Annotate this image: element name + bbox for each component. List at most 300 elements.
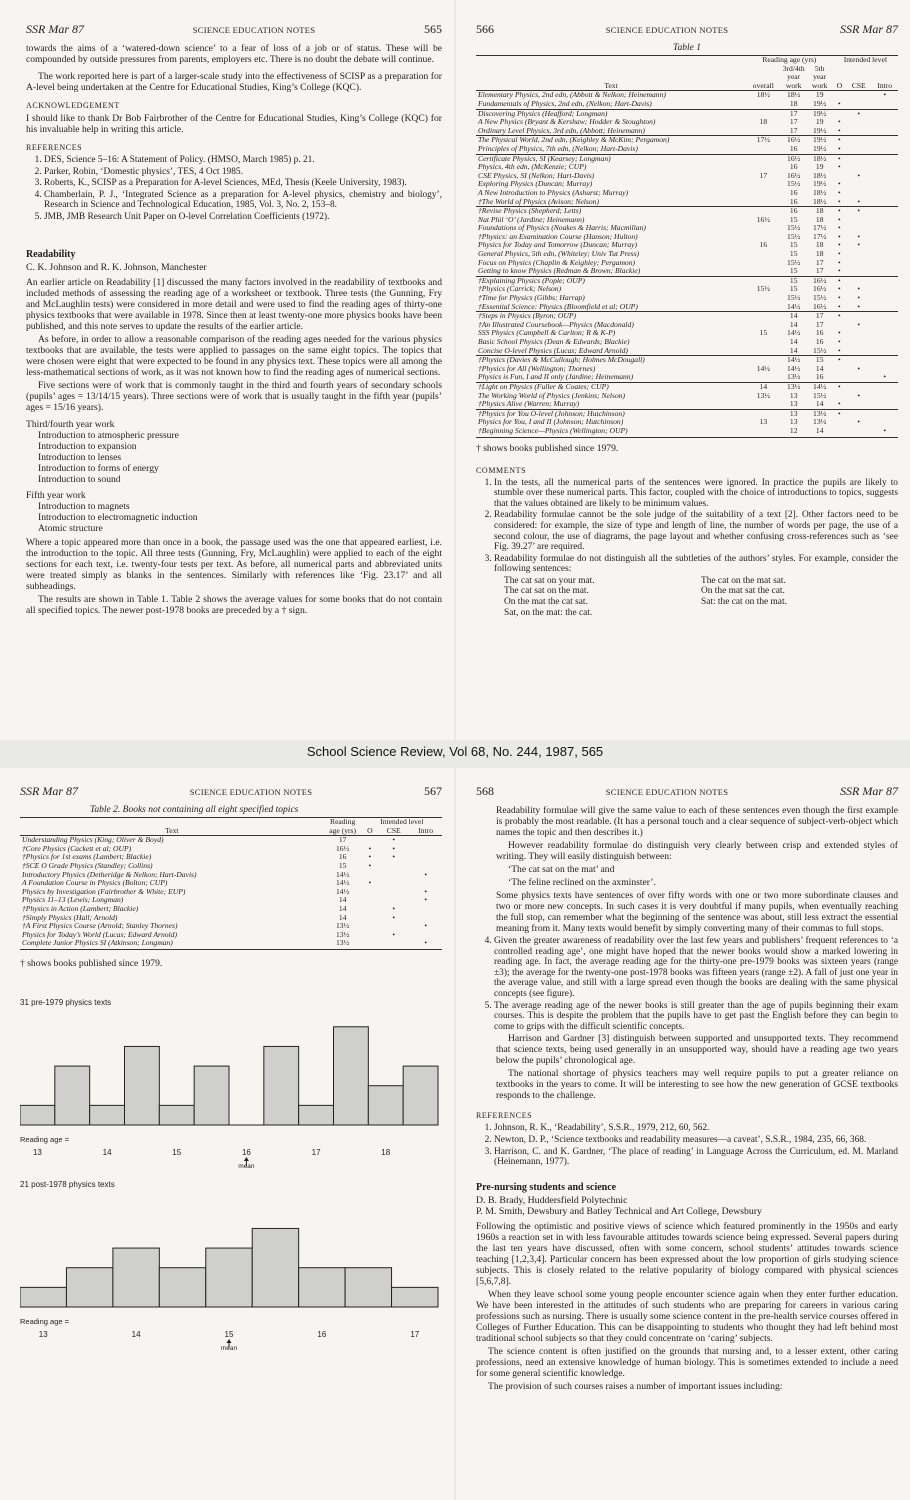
cell-i (871, 198, 898, 207)
cell-o: • (833, 136, 846, 145)
cell-b: 16 (815, 337, 824, 346)
x-tick-label: 15 (172, 1147, 182, 1157)
cell-b: 14 (815, 399, 824, 409)
chart-title: 21 post-1978 physics texts (20, 1179, 115, 1189)
cell-i (871, 347, 898, 356)
cell-b: 15½ (813, 293, 827, 303)
cell-i (871, 224, 898, 233)
cell-c (846, 250, 871, 259)
reference-item: 4. Chamberlain, P. J., ‘Integrated Science as a preparation for A-level physics, chemistry and biology’, Research in Science and Technological Education, 1985, Vol. 3, No. 2, 153–8. (44, 190, 442, 211)
paragraph: Five sections were of work that is commonly taught in the third and fourth years of secondary schools (pupils’ ages = 13/14/15 years). Three sections were of work that is usually taught in the fifth year (pupils’ ages = 15/16 years). (26, 379, 442, 413)
cell-text: Getting to know Physics (Redman & Brown; Blackie) (478, 266, 641, 276)
page-567 (0, 768, 454, 1500)
cell-b: 17 (815, 319, 824, 329)
cell-text: †The World of Physics (Avison; Nelson) (478, 196, 599, 206)
cell-c: • (392, 843, 396, 853)
x-tick-label: 14 (131, 1329, 141, 1339)
cell-c (378, 888, 409, 897)
column-header-text: Text (165, 825, 179, 835)
quote: ‘The feline reclined on the axminster’. (508, 877, 656, 888)
cell-b: 19½ (807, 109, 833, 118)
cell-ov: 13½ (756, 390, 770, 400)
topics-list-34 (26, 419, 442, 485)
cell-a: 13 (789, 417, 798, 427)
example-sentence: The cat on the mat sat. (701, 575, 786, 586)
column-header-text: Text (604, 80, 618, 90)
cell-o: • (838, 223, 841, 233)
comment-item: 3. Readability formulae do not distinguish all the subtleties of the authors’ styles. For example, consider the following sentences: (494, 554, 898, 575)
cell-ra: 16½ (336, 843, 350, 853)
cell-a: 14 (781, 312, 807, 321)
cell-i (871, 303, 898, 312)
cell-b: 18 (815, 214, 824, 224)
page-number: 565 (424, 22, 442, 36)
article-title: Readability (26, 248, 76, 260)
cell-o: • (368, 852, 372, 862)
cell-o (362, 914, 378, 923)
quote: ‘The cat sat on the mat’ and (508, 864, 615, 875)
x-tick-label: 13 (32, 1147, 42, 1157)
column-header-5th: 5th year work (811, 63, 828, 90)
table-2-title: Table 2. Books not containing all eight specified topics (90, 805, 299, 815)
comments-heading: COMMENTS (476, 465, 527, 475)
cell-c (378, 871, 409, 880)
histogram-bar (125, 1046, 160, 1125)
cell-o (362, 939, 378, 948)
cell-b: 15½ (813, 345, 827, 355)
histogram-bar (66, 1268, 112, 1307)
image-caption: School Science Review, Vol 68, No. 244, 1987, 565 (306, 744, 604, 759)
table-2-body (20, 836, 442, 948)
cell-o: • (838, 162, 841, 172)
cell-b: 17 (807, 312, 833, 321)
topics-heading: Fifth year work (26, 489, 86, 501)
cell-i (871, 127, 898, 136)
cell-a: 16½ (787, 170, 801, 180)
cell-text: A New Physics (Bryant & Kershaw; Hodder & Stoughton) (478, 117, 656, 127)
cell-o: • (838, 196, 841, 206)
example-sentence: Sat: the cat on the mat. (701, 597, 787, 608)
page-568 (456, 768, 910, 1500)
cell-o (362, 931, 378, 940)
cell-b: 17½ (813, 223, 827, 233)
table-row (476, 427, 898, 436)
cell-ov (746, 250, 781, 259)
cell-o: • (368, 860, 372, 870)
paragraph: The provision of such courses raises a number of important issues including: (488, 1380, 783, 1392)
topic-item: Introduction to atmospheric pressure (38, 429, 179, 441)
mean-label: mean (220, 1344, 238, 1352)
cell-a: 15 (789, 214, 798, 224)
paragraph: As before, in order to allow a reasonable comparison of the reading ages needed for the various physics textbooks that are available, the tests were applied to passages on the same eight topics. The topics that were chosen were eight that were expected to be found in any physics text. These topics were all among the less-mathematical sections of work, as it was not known how to find the reading ages of numerical sections. (26, 333, 442, 378)
article-author: D. B. Brady, Huddersfield Polytechnic (476, 1194, 628, 1206)
cell-text: Complete Junior Physics SI (Atkinson; Longman) (22, 938, 173, 948)
mean-arrowhead (244, 1157, 249, 1161)
cell-o (833, 427, 846, 436)
cell-b: 18½ (813, 170, 827, 180)
cell-b: 16½ (813, 301, 827, 311)
cell-c (846, 180, 871, 189)
journal-date: SSR Mar 87 (26, 22, 84, 36)
cell-ra: 14 (338, 912, 347, 922)
column-header-overall: overall (752, 80, 774, 90)
comment-text: The average reading age of the newer books is still greater than the age of pupils beginning their exam courses. This is despite the problem that the pupils have to get past the English before they can begin to come to grips with the difficult scientific concepts. (494, 1000, 898, 1032)
cell-i: • (424, 921, 427, 931)
cell-c (846, 338, 871, 347)
topic-item: Atomic structure (38, 522, 103, 534)
article-authors: C. K. Johnson and R. K. Johnson, Manchester (26, 261, 207, 273)
cell-a: 14 (789, 337, 798, 346)
x-axis-label: Reading age = (20, 1134, 69, 1144)
histogram-bar (20, 1105, 55, 1125)
cell-text: †Physics (Davies & McCullough; Holmes McDougall) (476, 356, 746, 365)
paragraph: However readability formulae do distinguish very clearly between crisp and extended styles of writing. They will easily distinguish between: (496, 840, 898, 862)
cell-i (409, 853, 442, 862)
cell-b: 18½ (813, 187, 827, 197)
cell-c (846, 427, 871, 436)
cell-c: • (392, 852, 396, 862)
comment-item: 1. In the tests, all the numerical parts of the sentences were ignored. In practice the pupils are likely to stumble over these numerical parts. This factor, coupled with the choice of introductions to topics, suggests that the values obtained are likely to be minimum values. (494, 478, 898, 510)
article-title: Pre-nursing students and science (476, 1181, 617, 1193)
cell-b: 18 (807, 207, 833, 216)
cell-i: • (424, 938, 427, 948)
cell-ov (746, 100, 781, 109)
table-row (476, 145, 898, 154)
cell-ra: 13½ (336, 921, 350, 931)
cell-i (871, 241, 898, 250)
cell-text: †Physics in Action (Lambert; Blackie) (22, 903, 139, 913)
cell-b: 14 (815, 425, 824, 435)
cell-ov: 15½ (756, 284, 770, 294)
journal-date: SSR Mar 87 (840, 784, 898, 798)
reference-item: 1. DES, Science 5–16: A Statement of Policy. (HMSO, March 1985) p. 21. (44, 155, 442, 166)
cell-c (846, 154, 871, 163)
cell-ov (746, 145, 781, 154)
cell-c: • (857, 231, 861, 241)
column-header-reading-age: Reading age (yrs) (762, 55, 817, 64)
reference-item: 3. Roberts, K., SCISP as a Preparation for A-level Sciences, MEd, Thesis (Keele University, 1983). (44, 178, 442, 189)
cell-c (846, 100, 871, 109)
section-title: SCIENCE EDUCATION NOTES (189, 787, 313, 797)
cell-a: 13 (789, 390, 798, 400)
cell-a: 14 (789, 319, 798, 329)
cell-i (409, 845, 442, 854)
histogram-bar (299, 1268, 345, 1307)
table-2 (20, 817, 442, 948)
cell-o (362, 922, 378, 931)
cell-ov: 14½ (756, 363, 770, 373)
cell-b: 15½ (813, 390, 827, 400)
paragraph: Where a topic appeared more than once in a book, the passage used was the one that appeared earliest, i.e. the introduction to the topic. All three tests (Gunning, Fry, McLaughlin) were applied to each of the eight sections for each text, i.e. twenty-four tests per text. As before, all numerical parts and abbreviated units were treated simply as blanks in the sentences. Similarly with references like ‘Fig. 23.17’ and all subheadings. (26, 536, 442, 592)
cell-b: 16½ (813, 284, 827, 294)
cell-b: 16 (815, 372, 824, 382)
acknowledgement-heading: ACKNOWLEDGEMENT (26, 101, 120, 110)
cell-a: 14½ (781, 356, 807, 365)
cell-c (846, 127, 871, 136)
cell-i: • (424, 895, 427, 905)
cell-a: 16 (789, 143, 798, 153)
x-tick-label: 16 (317, 1329, 327, 1339)
cell-o: • (838, 179, 841, 189)
cell-c: • (857, 301, 861, 311)
cell-b: 14 (815, 363, 824, 373)
cell-o: • (838, 143, 841, 153)
cell-c (846, 216, 871, 225)
column-header-reading-age: Reading age (yrs) (329, 817, 357, 835)
cell-text: The Working World of Physics (Jenkins; Nelson) (478, 390, 626, 400)
topics-list-5 (26, 490, 442, 534)
cell-text: †Beginning Science—Physics (Wellington; OUP) (478, 425, 628, 435)
cell-ov (746, 198, 781, 207)
cell-text: †A First Physics Course (Arnold; Stanley Thornes) (22, 921, 178, 931)
cell-a: 14 (789, 345, 798, 355)
topic-item: Introduction to electromagnetic induction (38, 511, 198, 523)
cell-ov (746, 224, 781, 233)
x-tick-label: 14 (102, 1147, 112, 1157)
cell-a: 15 (789, 266, 798, 276)
references-list (476, 1123, 898, 1167)
cell-c: • (392, 903, 396, 913)
chart-title: 31 pre-1979 physics texts (20, 997, 112, 1007)
cell-i (871, 216, 898, 225)
cell-c: • (857, 170, 861, 180)
paragraph: The work reported here is part of a larger-scale study into the effectiveness of SCISP as a preparation for A-level being undertaken at the Centre for Educational Studies, King’s College (KQC). (26, 71, 442, 93)
cell-b: 13½ (813, 417, 827, 427)
comment-item: 4. Given the greater awareness of readability over the last few years and publishers’ frequent references to ‘a controlled reading age’, one might have hoped that the newer books would show a marked lowering in reading age. In fact, the average reading age for the thirty-one pre-1979 books was sixteen years (range ±3); the average for the twenty-one post-1978 books was fifteen years (range ±2). A fall of just one year in the average value, and still with a large spread even though the books are dealing with the same physical concepts (see figure). (494, 936, 898, 1000)
cell-o: • (838, 266, 841, 276)
page-header (476, 22, 898, 37)
cell-text: †Physics for You O-level (Johnson; Hutchinson) (476, 409, 746, 418)
cell-b: 13½ (807, 409, 833, 418)
cell-i (871, 189, 898, 198)
cell-c: • (857, 196, 861, 206)
cell-a: 16½ (781, 154, 807, 163)
section-title: SCIENCE EDUCATION NOTES (605, 787, 729, 797)
cell-o: • (838, 240, 841, 250)
column-header-intended: Intended level (843, 55, 887, 64)
cell-b: 17 (815, 257, 824, 267)
cell-text: †Physics: an Examination Course (Hanson; Hulton) (478, 231, 638, 241)
x-tick-label: 18 (381, 1147, 391, 1157)
cell-text: †Essential Science: Physics (Bloomfield et al; OUP) (478, 301, 638, 311)
cell-c (846, 347, 871, 356)
example-sentence: The cat sat on the mat. (504, 586, 589, 597)
cell-text: †Physics for 1st exams (Lambert; Blackie) (22, 852, 152, 862)
page-number: 566 (476, 22, 494, 36)
histogram-pre-1979 (20, 993, 442, 1171)
references-heading: REFERENCES (476, 1111, 533, 1121)
topics-heading: Third/fourth year work (26, 418, 115, 430)
histogram-bar (299, 1105, 334, 1125)
cell-c: • (846, 207, 871, 216)
cell-a: 16 (789, 187, 798, 197)
cell-c (846, 400, 871, 409)
journal-date: SSR Mar 87 (20, 784, 78, 798)
paragraph: towards the aims of a ‘watered-down science’ to a fear of loss of a job or of status. These will be compounded by outside pressures from parents, employers etc. There is no doubt the debate will continue. (26, 43, 442, 65)
topic-item: Introduction to sound (38, 473, 121, 485)
cell-b: 19 (815, 162, 824, 172)
histogram-bar (55, 1066, 90, 1125)
cell-i: • (883, 372, 887, 382)
column-header-o: O (367, 825, 373, 835)
cell-b: 19½ (807, 136, 833, 145)
example-sentence: On the mat sat the cat. (701, 586, 785, 597)
cell-ra: 14½ (336, 869, 350, 879)
cell-ov (746, 400, 781, 409)
cell-ra: 16 (338, 852, 347, 862)
cell-i (871, 136, 898, 145)
cell-b: 18½ (807, 154, 833, 163)
cell-ov: 17 (759, 170, 768, 180)
histogram-bar (159, 1268, 205, 1307)
cell-text: General Physics, 5th edn, (Whiteley; Univ Tut Press) (478, 249, 640, 259)
cell-c: • (846, 109, 871, 118)
paragraph: When they leave school some young people encounter science again when they enter further education. We have been interested in the attitudes of such students who are preparing for careers in various caring professions such as nursing. There is usually some science content in the pre-health service courses offered in Colleges of Further Education. This can be disappointing to students who thought they had left behind most traditional school subjects so that they could concentrate on ‘caring’ subjects. (476, 1288, 898, 1344)
cell-text: SSS Physics (Campbell & Carlton; R & K-P) (478, 328, 616, 338)
cell-ov: 14 (746, 382, 781, 391)
table-row (476, 100, 898, 109)
cell-i (871, 285, 898, 294)
cell-ra: 13½ (336, 938, 350, 948)
cell-a: 17 (789, 125, 798, 135)
cell-text: Ordinary Level Physics, 3rd edn, (Abbott; Heinemann) (478, 125, 645, 135)
cell-a: 15 (789, 284, 798, 294)
cell-ov (746, 154, 781, 163)
cell-c (378, 879, 409, 888)
acknowledgement-text: I should like to thank Dr Bob Fairbrother of the Centre for Educational Studies, King’s College (KQC) for his invaluable help in writing this article. (26, 113, 442, 135)
cell-text: Principles of Physics, 7th edn, (Nelkon; Hart-Davis) (478, 143, 638, 153)
cell-o: • (833, 312, 846, 321)
cell-a: 18 (789, 98, 798, 108)
histogram-bar (403, 1066, 438, 1125)
cell-i (871, 312, 898, 321)
cell-i (871, 294, 898, 303)
cell-text: A Foundation Course in Physics (Bolton; CUP) (22, 878, 168, 888)
cell-c (846, 91, 871, 100)
cell-c (846, 373, 871, 382)
cell-i (871, 400, 898, 409)
page-566 (456, 0, 910, 740)
table-row (20, 939, 442, 948)
cell-b: 19 (815, 117, 824, 127)
cell-a: 15 (781, 276, 807, 285)
cell-i (871, 145, 898, 154)
cell-b: 19½ (813, 179, 827, 189)
cell-ov (746, 303, 781, 312)
cell-i (871, 163, 898, 172)
cell-i (409, 836, 442, 845)
cell-i (871, 321, 898, 330)
cell-c: • (857, 319, 861, 329)
cell-o: • (838, 125, 841, 135)
cell-b: 14½ (807, 382, 833, 391)
cell-o: • (368, 843, 372, 853)
cell-i (871, 118, 898, 127)
cell-ra: 14½ (336, 886, 350, 896)
cell-i (871, 392, 898, 401)
cell-text: Physics for Today and Tomorrow (Duncan; Murray) (478, 240, 638, 250)
cell-i (871, 259, 898, 268)
cell-c (846, 329, 871, 338)
cell-o: • (838, 187, 841, 197)
comments-list-continued (476, 936, 898, 1032)
cell-text: Basic School Physics (Dean & Edwards; Blackie) (478, 337, 630, 346)
table-1-body (476, 91, 898, 436)
cell-ov (746, 259, 781, 268)
mean-label: mean (238, 1162, 255, 1170)
histogram-bar (345, 1268, 391, 1307)
cell-o: • (838, 293, 841, 303)
cell-text: †Steps in Physics (Byron; OUP) (476, 312, 746, 321)
cell-ov (746, 267, 781, 276)
cell-ov (746, 312, 781, 321)
cell-text: †Explaining Physics (Pople; OUP) (476, 276, 746, 285)
cell-i (871, 233, 898, 242)
cell-text: †Physics for All (Wellington; Thornes) (478, 363, 596, 373)
cell-c (378, 862, 409, 871)
cell-o: • (838, 399, 841, 409)
cell-o: • (833, 356, 846, 365)
histogram-bar (194, 1066, 229, 1125)
cell-ov: 15 (759, 328, 768, 338)
cell-ra: 14 (338, 903, 347, 913)
cell-c: • (857, 284, 861, 294)
cell-text: Physics by Investigation (Fairbrother & White; EUP) (22, 886, 186, 896)
cell-o: • (833, 409, 846, 418)
cell-a: 18½ (781, 91, 807, 100)
journal-date: SSR Mar 87 (840, 22, 898, 36)
column-header-o: O (836, 80, 843, 90)
example-sentences (476, 576, 898, 618)
cell-i (871, 329, 898, 338)
references-list (26, 155, 442, 223)
histogram-bar (252, 1228, 298, 1307)
histogram-bar (20, 1287, 66, 1307)
cell-text: Physics is Fun, I and II only (Jardine; Heinemann) (478, 372, 634, 382)
cell-o: • (838, 231, 841, 241)
cell-text: †An Illustrated Coursebook—Physics (Macdonald) (478, 319, 634, 329)
cell-ov (746, 180, 781, 189)
cell-text: †Revise Physics (Shepherd; Letts) (476, 207, 746, 216)
cell-ov (746, 338, 781, 347)
cell-i: • (871, 91, 898, 100)
cell-i (871, 382, 898, 391)
cell-i: • (424, 886, 427, 896)
cell-o: • (838, 337, 841, 346)
cell-a: 15½ (787, 231, 801, 241)
cell-i: • (424, 869, 427, 879)
cell-i (871, 109, 898, 118)
cell-a: 16½ (781, 136, 807, 145)
cell-text: Understanding Physics (King; Oliver & Boyd) (22, 835, 164, 845)
page-number: 567 (424, 784, 442, 798)
table-row (476, 267, 898, 276)
cell-i (871, 276, 898, 285)
cell-o: • (838, 249, 841, 259)
paragraph: Harrison and Gardner [3] distinguish between supported and unsupported texts. They recommend that science texts, being used generally in an unsupported way, should have a reading age two years below the pupils’ chronological age. (496, 1033, 898, 1067)
cell-i (871, 100, 898, 109)
cell-text: Concise O-level Physics (Lucas; Edward Arnold) (478, 345, 628, 355)
cell-text: Physics, 4th edn, (McKenzie; CUP) (478, 162, 587, 172)
cell-text: The Physical World, 2nd edn, (Keighley & McKim; Pergamon) (476, 136, 746, 145)
cell-text: Certificate Physics, SI (Kearsey; Longman) (476, 154, 746, 163)
cell-a: 15 (789, 240, 798, 250)
cell-c: • (392, 929, 396, 939)
cell-text: †SCE O Grade Physics (Standley; Collins) (22, 860, 153, 870)
cell-a: 16 (781, 207, 807, 216)
topic-item: Introduction to lenses (38, 451, 122, 463)
cell-c (846, 259, 871, 268)
